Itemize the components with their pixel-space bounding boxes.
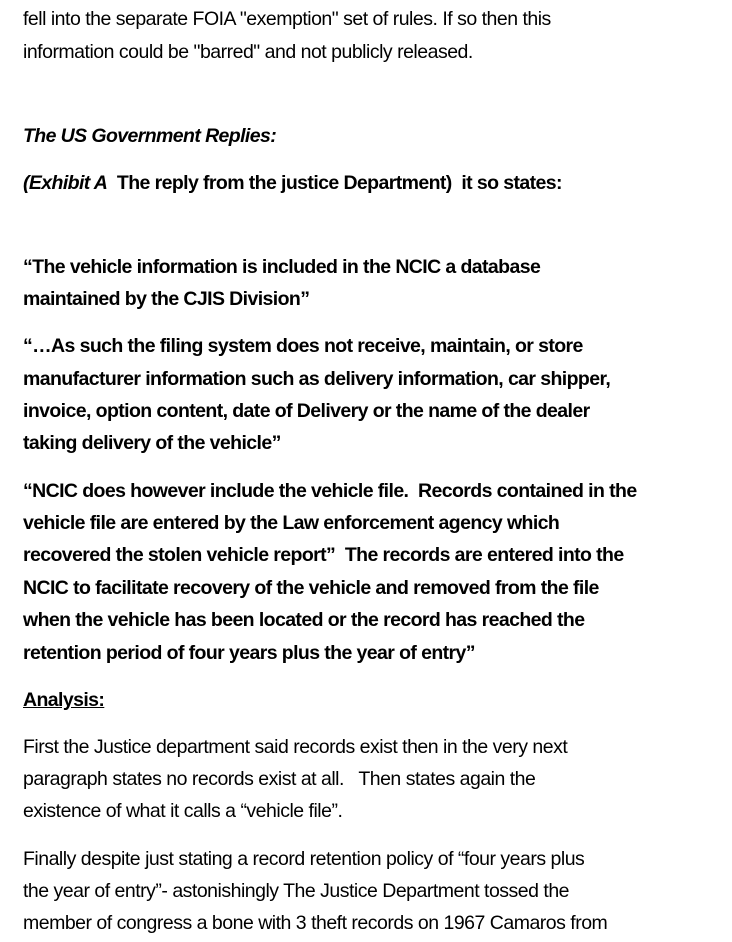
text-line: paragraph states no records exist at all. Then states again the	[23, 768, 536, 790]
text-line: member of congress a bone with 3 theft records on 1967 Camaros from	[23, 912, 608, 934]
text-line: retention period of four years plus the year of entry”	[23, 642, 475, 664]
text-line: “The vehicle information is included in the NCIC a database	[23, 256, 541, 278]
text-line: vehicle file are entered by the Law enforcement agency which	[23, 512, 560, 534]
exhibit-line	[23, 171, 562, 195]
text-line: NCIC to facilitate recovery of the vehicle and removed from the file	[23, 577, 599, 599]
text-line: “…As such the filing system does not receive, maintain, or store	[23, 335, 583, 357]
text-line: Finally despite just stating a record retention policy of “four years plus	[23, 848, 585, 870]
text-line: taking delivery of the vehicle”	[23, 432, 281, 454]
text-line: fell into the separate FOIA "exemption" set of rules. If so then this	[23, 8, 551, 30]
text-line: maintained by the CJIS Division”	[23, 288, 310, 310]
reply-heading: The US Government Replies:	[23, 125, 277, 147]
analysis-heading: Analysis:	[23, 689, 105, 711]
text-line: manufacturer information such as delivery information, car shipper,	[23, 368, 611, 390]
text-line: the year of entry”- astonishingly The Justice Department tossed the	[23, 880, 570, 902]
text-line: existence of what it calls a “vehicle file”.	[23, 800, 343, 822]
text-line: when the vehicle has been located or the record has reached the	[23, 609, 585, 631]
exhibit-description: The reply from the justice Department) it so states:	[107, 172, 562, 194]
text-line: invoice, option content, date of Delivery or the name of the dealer	[23, 400, 590, 422]
text-line: “NCIC does however include the vehicle file. Records contained in the	[23, 480, 637, 502]
text-line: recovered the stolen vehicle report” The records are entered into the	[23, 544, 624, 566]
exhibit-label: (Exhibit A	[23, 172, 108, 194]
text-line: First the Justice department said records exist then in the very next	[23, 736, 568, 758]
text-line: information could be "barred" and not publicly released.	[23, 41, 473, 63]
